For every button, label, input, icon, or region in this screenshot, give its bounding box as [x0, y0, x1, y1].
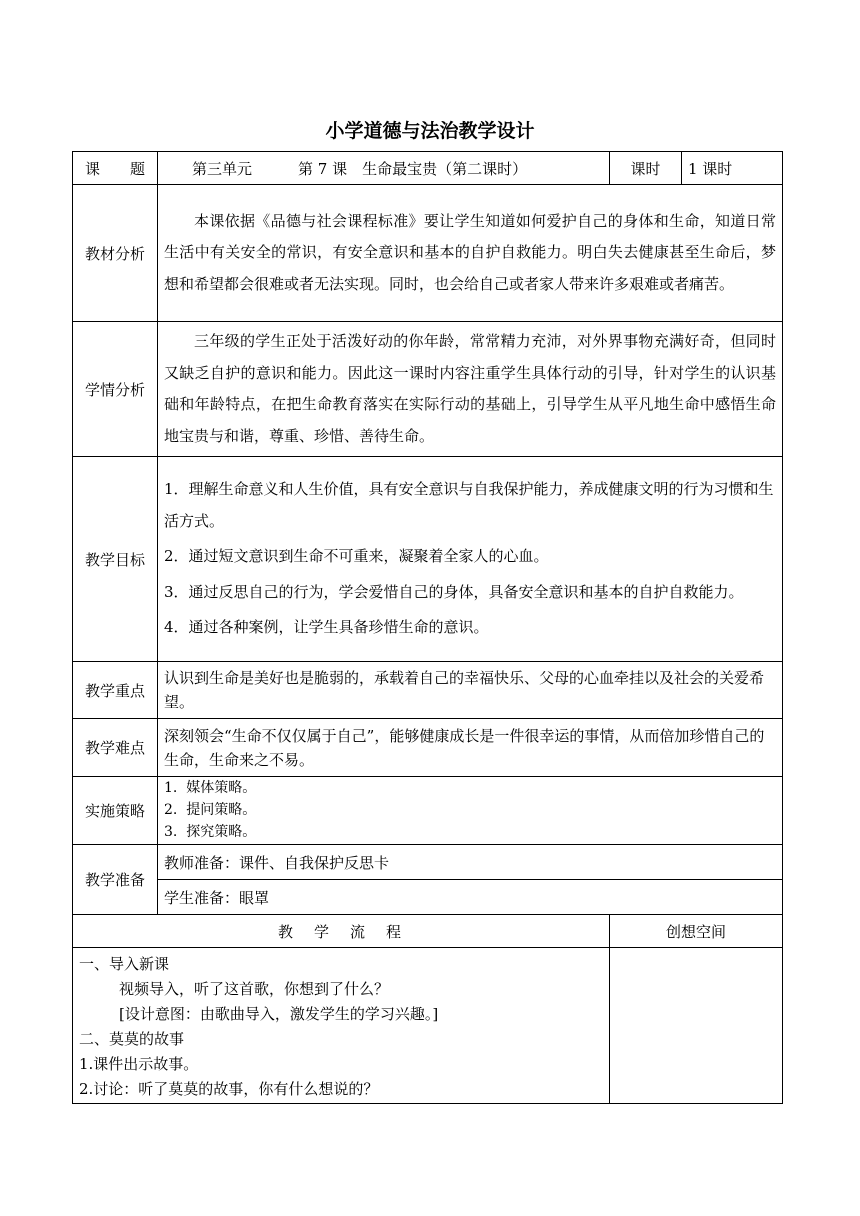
preparation-label: 教学准备 — [73, 845, 158, 915]
course-unit: 第三单元 — [192, 159, 253, 178]
difficulties-label: 教学难点 — [73, 719, 158, 777]
learner-text: 三年级的学生正处于活泼好动的你年龄，常常精力充沛，对外界事物充满好奇，但同时又缺乏自护的意识和能力。因此这一课时内容注重学生具体行动的引导，针对学生的认识基础和年龄特点，在把生命教育落实在实际行动的基础上，引导学生从平凡地生命中感悟生命地宝贵与和谐，尊重、珍惜、善待生命。 — [164, 332, 776, 445]
material-text-cell — [158, 185, 783, 322]
flow-header: 教 学 流 程 — [73, 915, 610, 948]
difficulties-text: 深刻领会“生命不仅仅属于自己”，能够健康成长是一件很幸运的事情，从而倍加珍惜自己的生命，生命来之不易。 — [164, 726, 765, 769]
flow-line: 1.课件出示故事。 — [79, 1055, 199, 1073]
teacher-preparation: 教师准备：课件、自我保护反思卡 — [158, 845, 783, 880]
objective-item: 3．通过反思自己的行为，学会爱惜自己的身体，具备安全意识和基本的自护自救能力。 — [164, 582, 744, 601]
key-points-row — [73, 662, 783, 719]
material-row — [73, 185, 783, 322]
flow-content-row — [73, 948, 783, 1104]
strategy-item: 3. 探究策略。 — [164, 824, 257, 840]
objectives-cell — [158, 457, 783, 662]
key-points-text: 认识到生命是美好也是脆弱的，承载着自己的幸福快乐、父母的心血牵挂以及社会的关爱希望。 — [164, 669, 765, 711]
strategy-item: 2. 提问策略。 — [164, 802, 257, 818]
course-lesson: 第 7 课 生命最宝贵（第二课时） — [298, 159, 528, 178]
material-text: 本课依据《品德与社会课程标准》要让学生知道如何爱护自己的身体和生命，知道日常生活中有关安全的常识，有安全意识和基本的自护自救能力。明白失去健康甚至生命后，梦想和希望都会很难或者无法实现。同时，也会给自己或者家人带来许多艰难或者痛苦。 — [164, 211, 776, 293]
key-points-label: 教学重点 — [73, 662, 158, 719]
preparation-row-student — [73, 880, 783, 915]
objective-item: 2．通过短文意识到生命不可重来，凝聚着全家人的心血。 — [164, 547, 549, 566]
difficulties-row — [73, 719, 783, 777]
hours-value: 1 课时 — [682, 152, 783, 185]
key-points-cell — [158, 662, 783, 719]
strategies-cell — [158, 777, 783, 845]
student-preparation: 学生准备：眼罩 — [158, 880, 783, 915]
strategies-label: 实施策略 — [73, 777, 158, 845]
flow-line: 二、莫莫的故事 — [79, 1030, 185, 1048]
objectives-row — [73, 457, 783, 662]
objectives-label: 教学目标 — [73, 457, 158, 662]
flow-line: 视频导入，听了这首歌，你想到了什么？ — [119, 980, 390, 998]
flow-line: [设计意图：由歌曲导入，激发学生的学习兴趣。] — [119, 1005, 439, 1023]
objective-item: 1．理解生命意义和人生价值，具有安全意识与自我保护能力，养成健康文明的行为习惯和生活方式。 — [164, 480, 774, 530]
flow-header-row — [73, 915, 783, 948]
difficulties-cell — [158, 719, 783, 777]
course-title-cell — [158, 152, 610, 185]
flow-line: 2.讨论：听了莫莫的故事，你有什么想说的？ — [79, 1080, 379, 1098]
objective-item: 4．通过各种案例，让学生具备珍惜生命的意识。 — [164, 618, 489, 637]
course-row — [73, 152, 783, 185]
material-label: 教材分析 — [73, 185, 158, 322]
learner-row — [73, 322, 783, 457]
flow-line: 一、导入新课 — [79, 955, 170, 973]
document-title: 小学道德与法治教学设计 — [325, 120, 535, 142]
learner-text-cell — [158, 322, 783, 457]
flow-content — [73, 948, 610, 1104]
creative-space — [610, 948, 783, 1104]
strategies-row — [73, 777, 783, 845]
course-label: 课 题 — [73, 152, 158, 185]
preparation-row-teacher — [73, 845, 783, 880]
learner-label: 学情分析 — [73, 322, 158, 457]
creative-space-header: 创想空间 — [610, 915, 783, 948]
hours-label: 课时 — [610, 152, 682, 185]
lesson-plan-table — [72, 151, 783, 1104]
strategy-item: 1. 媒体策略。 — [164, 780, 257, 796]
